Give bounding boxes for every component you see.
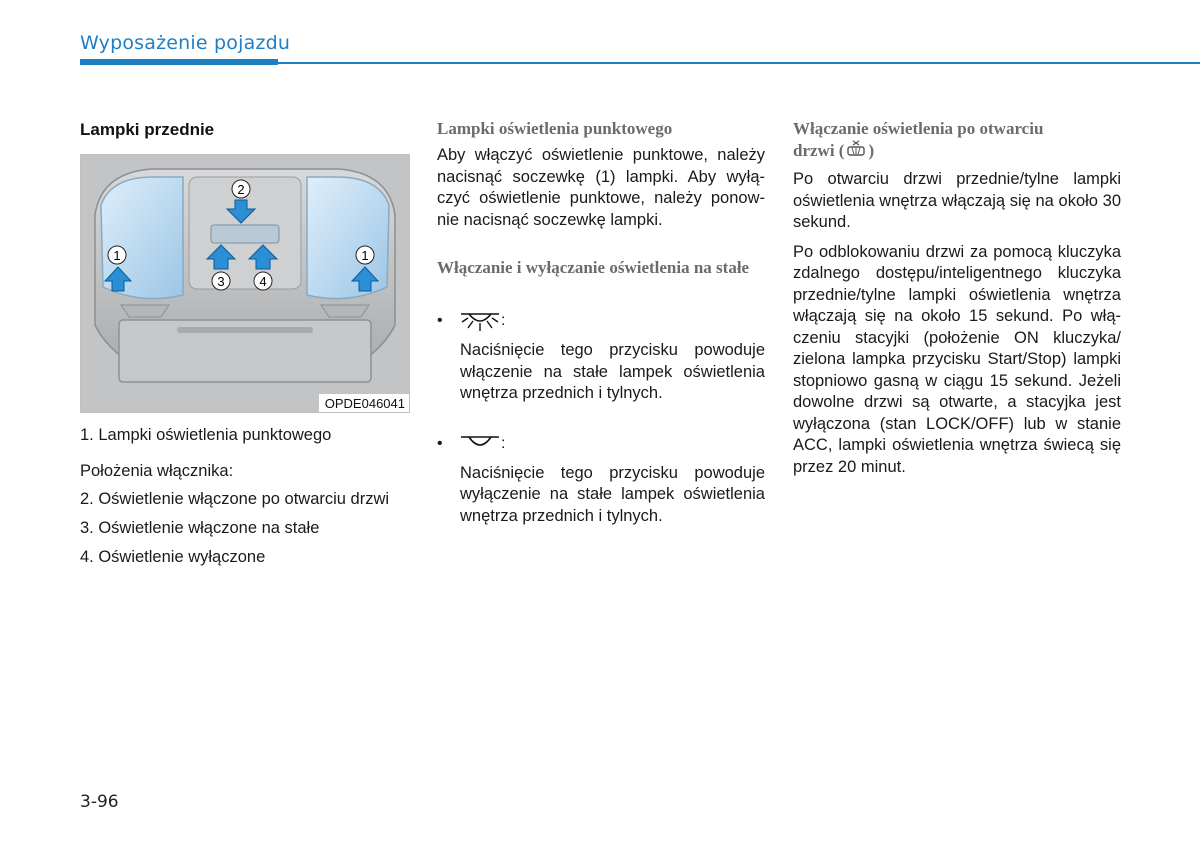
heading-line-2-end: ) bbox=[868, 141, 875, 160]
svg-text:4: 4 bbox=[259, 274, 267, 289]
paragraph-door-open: Po otwarciu drzwi przednie/tylne lampki oświetlenia wnętrza włączają się na około 30 sekund. bbox=[793, 170, 1121, 231]
paragraph-remote-unlock: Po odblokowaniu drzwi za pomocą kluczyka zdalnego dostępu/inteligentnego kluczyka przednie/tylne lampki oświetlenia wnętrza włączają się na około 15 sekund. Po włą-czeniu stacyjki (położenie ON kluczyka/ zielona lampka przycisku Start/Stop) lampki stopniowo gasną w ciągu 15 sekund. Jeżeli dowolne drzwi są otwarte, a stacyjka jest wyłączona (stan LOCK/OFF) lub w stanie ACC, lampki oświetlenia wnętrza świecą się przez 20 minut. bbox=[793, 242, 1121, 476]
positions-label: Położenia włącznika: bbox=[80, 462, 234, 480]
door-lamp-icon bbox=[844, 139, 868, 159]
heading-line-1: Włączanie oświetlenia po otwarciu bbox=[793, 119, 1044, 138]
paragraph-spot-lamps: Aby włączyć oświetlenie punktowe, należy nacisnąć soczewkę (1) lampki. Aby wyłą-czyć oświetlenie punktowe, należy ponow-nie nacisnąć soczewkę lampki. bbox=[437, 146, 765, 229]
bullet-colon: : bbox=[501, 434, 506, 452]
position-item: 2. Oświetlenie włączone po otwarciu drzwi bbox=[80, 490, 390, 508]
lamp-on-icon bbox=[459, 310, 501, 332]
column-front-lamps bbox=[80, 118, 410, 576]
heading-line-2-start: drzwi ( bbox=[793, 141, 845, 160]
figure-legend-list bbox=[80, 425, 410, 446]
positions-list bbox=[80, 489, 410, 568]
page-number: 3-96 bbox=[80, 792, 119, 812]
overhead-console-drawing bbox=[81, 155, 409, 412]
bullet-lamp-off bbox=[437, 433, 765, 455]
bullet-lamp-on bbox=[437, 310, 765, 332]
heading-spot-lamps: Lampki oświetlenia punktowego bbox=[437, 119, 673, 138]
overhead-console-illustration bbox=[80, 154, 410, 413]
svg-text:3: 3 bbox=[217, 274, 225, 289]
heading-front-lamps: Lampki przednie bbox=[80, 120, 215, 139]
bullet-dot: • bbox=[437, 434, 443, 452]
svg-text:1: 1 bbox=[113, 248, 121, 263]
svg-text:1: 1 bbox=[361, 248, 369, 263]
column-spot-lamps bbox=[437, 118, 765, 527]
bullet-lamp-off-text: Naciśnięcie tego przycisku powoduje wyłączenie na stałe lampek oświetlenia wnętrza przednich i tylnych. bbox=[460, 463, 765, 525]
column-door-lighting bbox=[793, 118, 1121, 478]
legend-item: 1. Lampki oświetlenia punktowego bbox=[80, 426, 332, 444]
position-item: 4. Oświetlenie wyłączone bbox=[80, 548, 266, 566]
lamp-off-icon bbox=[459, 433, 501, 455]
bullet-colon: : bbox=[501, 312, 506, 329]
svg-text:2: 2 bbox=[237, 182, 245, 197]
header-accent-bar bbox=[80, 59, 278, 65]
heading-door-lighting bbox=[793, 118, 1121, 161]
bullet-lamp-on-text: Naciśnięcie tego przycisku powoduje włączenie na stałe lampek oświetlenia wnętrza przednich i tylnych. bbox=[460, 341, 765, 402]
section-header-title: Wyposażenie pojazdu bbox=[80, 32, 291, 54]
bullet-dot: • bbox=[437, 312, 443, 329]
heading-permanent-lighting: Włączanie i wyłączanie oświetlenia na stałe bbox=[437, 258, 750, 277]
figure-code: OPDE046041 bbox=[319, 394, 409, 412]
position-item: 3. Oświetlenie włączone na stałe bbox=[80, 519, 320, 537]
